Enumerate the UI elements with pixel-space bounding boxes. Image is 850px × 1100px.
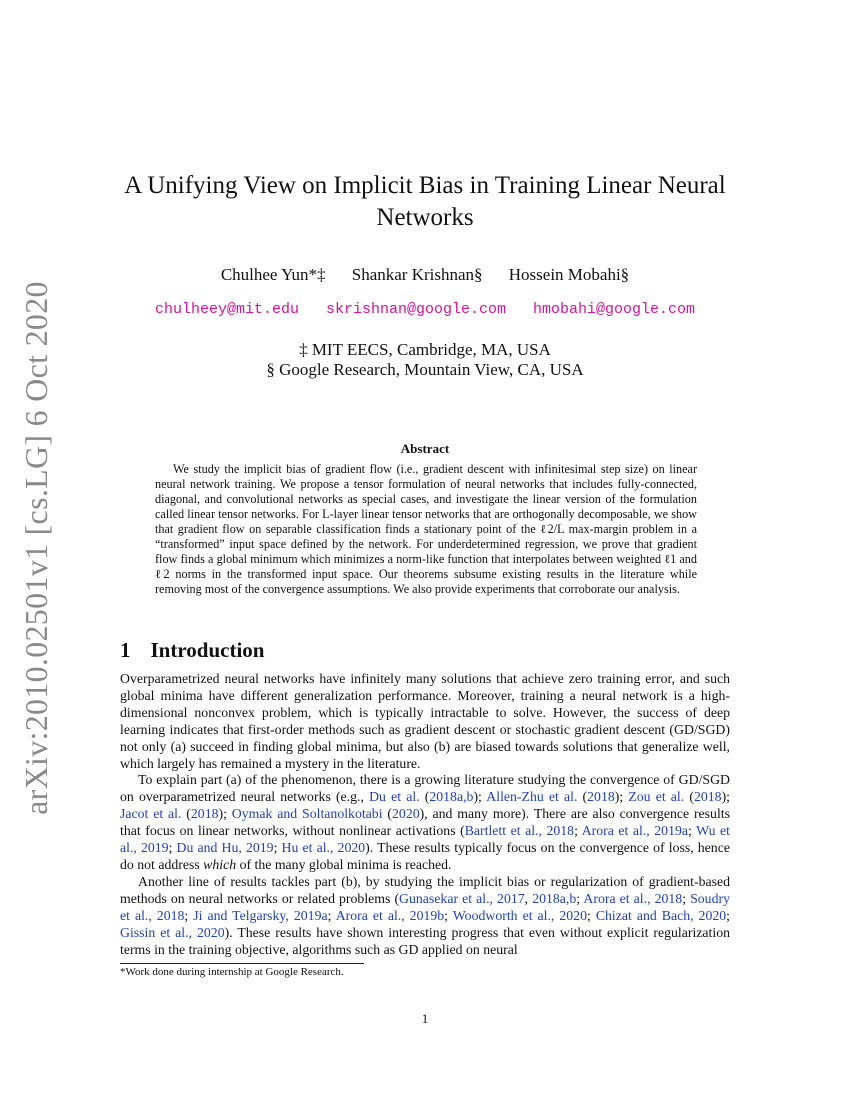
email-list	[110, 301, 740, 318]
author-name: Hossein Mobahi§	[508, 265, 630, 284]
citation-link[interactable]: Gissin et al., 2020	[120, 924, 225, 940]
body-text: ;	[586, 907, 596, 923]
citation-link[interactable]: Woodworth et al., 2020	[452, 907, 587, 923]
citation-link[interactable]: Wu et al., 2019	[120, 823, 730, 856]
affiliation: § Google Research, Mountain View, CA, USA	[266, 360, 584, 379]
author-list	[110, 265, 740, 285]
body-text: );	[721, 789, 730, 805]
body-text: ;	[576, 890, 584, 906]
page-number: 1	[421, 1011, 429, 1026]
citation-link[interactable]: 2018a,b	[532, 890, 577, 906]
email-link[interactable]: chulheey@mit.edu	[154, 301, 299, 318]
body-paragraph	[120, 772, 730, 873]
citation-link[interactable]: Zou et al.	[628, 789, 685, 805]
citation-link[interactable]: Bartlett et al., 2018	[464, 823, 575, 839]
body-text: (	[181, 806, 191, 822]
section-heading	[120, 638, 264, 663]
body-text: (	[577, 789, 588, 805]
introduction-body	[120, 671, 730, 958]
section-title: Introduction	[150, 638, 265, 662]
body-text: To explain part (a) of the phenomenon, there is a growing literature studying the convergence of GD/SGD on overparametrized neural networks (e.g.,	[120, 772, 730, 805]
section-number: 1	[120, 638, 131, 662]
citation-link[interactable]: Chizat and Bach, 2020	[595, 907, 727, 923]
citation-link[interactable]: Arora et al., 2019a	[581, 823, 688, 839]
citation-link[interactable]: Arora et al., 2018	[583, 890, 683, 906]
body-text: );	[473, 789, 487, 805]
email-link[interactable]: skrishnan@google.com	[325, 301, 507, 318]
body-text: Overparametrized neural networks have infinitely many solutions that achieve zero training error, and such global minima have different generalization performance. Moreover, training a neural network is a high-dimensional nonconvex problem, which is typically intractable to solve. However, the success of deep learning indicates that first-order methods such as gradient descent or stochastic gradient descent (GD/SGD) not only (a) succeed in finding global minima, but also (b) are biased towards solutions that generalize well, which largely has remained a mystery in the literature.	[120, 671, 730, 771]
body-text: ;	[682, 890, 691, 906]
body-text: of the many global minima is reached.	[236, 856, 452, 872]
citation-link[interactable]: Soudry et al., 2018	[120, 890, 730, 923]
body-text: ;	[273, 840, 282, 856]
citation-link[interactable]: 2018	[587, 789, 615, 805]
body-text: ;	[444, 907, 453, 923]
body-text: ;	[327, 907, 336, 923]
email-link[interactable]: hmobahi@google.com	[533, 301, 696, 318]
citation-link[interactable]: 2018	[190, 806, 219, 822]
citation-link[interactable]: Jacot et al.	[120, 806, 182, 822]
citation-link[interactable]: Oymak and Soltanolkotabi	[231, 806, 383, 822]
affiliation-list	[110, 340, 740, 380]
body-text: ;	[574, 823, 582, 839]
footnote-rule	[120, 963, 364, 964]
body-text: ,	[524, 890, 533, 906]
citation-link[interactable]: Du and Hu, 2019	[176, 840, 274, 856]
body-text: ), and many more). There are also convergence results that focus on linear networks, without nonlinear activations (	[120, 806, 730, 839]
body-text: );	[614, 789, 629, 805]
citation-link[interactable]: 2018	[693, 789, 722, 805]
author-name: Shankar Krishnan§	[351, 265, 483, 284]
citation-link[interactable]: Ji and Telgarsky, 2019a	[193, 907, 328, 923]
emphasis-text: which	[203, 856, 237, 872]
body-text: ;	[688, 823, 697, 839]
body-text: );	[218, 806, 232, 822]
body-text: (	[419, 789, 430, 805]
abstract-heading: Abstract	[400, 441, 450, 456]
citation-link[interactable]: Arora et al., 2019b	[335, 907, 445, 923]
body-text: ;	[184, 907, 194, 923]
body-paragraph	[120, 874, 730, 959]
author-name: Chulhee Yun*‡	[220, 265, 326, 284]
citation-link[interactable]: Du et al.	[369, 789, 420, 805]
affiliation: ‡ MIT EECS, Cambridge, MA, USA	[299, 340, 551, 359]
body-text: Another line of results tackles part (b), by studying the implicit bias or regularization of gradient-based methods on neural networks or related problems (	[120, 873, 730, 906]
body-text: ;	[726, 907, 730, 923]
body-text: ;	[168, 840, 177, 856]
citation-link[interactable]: 2020	[392, 806, 420, 822]
arxiv-stamp: arXiv:2010.02501v1 [cs.LG] 6 Oct 2020	[18, 281, 54, 815]
body-text: (	[382, 806, 393, 822]
citation-link[interactable]: 2018a,b	[429, 789, 474, 805]
citation-link[interactable]: Gunasekar et al., 2017	[399, 890, 525, 906]
abstract-text: We study the implicit bias of gradient flow (i.e., gradient descent with infinitesimal step size) on linear neural network training. We propose a tensor formulation of neural networks that includes fully-connected, diagonal, and convolutional networks as special cases, and investigate the linear version of the formulation called linear tensor networks. For L-layer linear tensor networks that are orthogonally decomposable, we show that gradient flow on separable classification finds a stationary point of the ℓ2/L max-margin problem in a “transformed” input space defined by the network. For underdetermined regression, we prove that gradient flow finds a global minimum which minimizes a norm-like function that interpolates between weighted ℓ1 and ℓ2 norms in the transformed input space. Our theorems subsume existing results in the literature while removing most of the convergence assumptions. We also provide experiments that corroborate our analysis.	[155, 462, 697, 596]
footnote: *Work done during internship at Google Research.	[120, 966, 344, 978]
body-text: (	[684, 789, 694, 805]
paper-title: A Unifying View on Implicit Bias in Training Linear Neural Networks	[124, 172, 726, 231]
citation-link[interactable]: Hu et al., 2020	[281, 840, 366, 856]
body-text: ). These results typically focus on the convergence of loss, hence do not address	[120, 840, 730, 872]
body-text: ). These results have shown interesting progress that even without explicit regularization terms in the training objective, algorithms such as GD applied on neural	[120, 924, 730, 957]
body-paragraph	[120, 671, 730, 772]
citation-link[interactable]: Allen-Zhu et al.	[486, 789, 578, 805]
